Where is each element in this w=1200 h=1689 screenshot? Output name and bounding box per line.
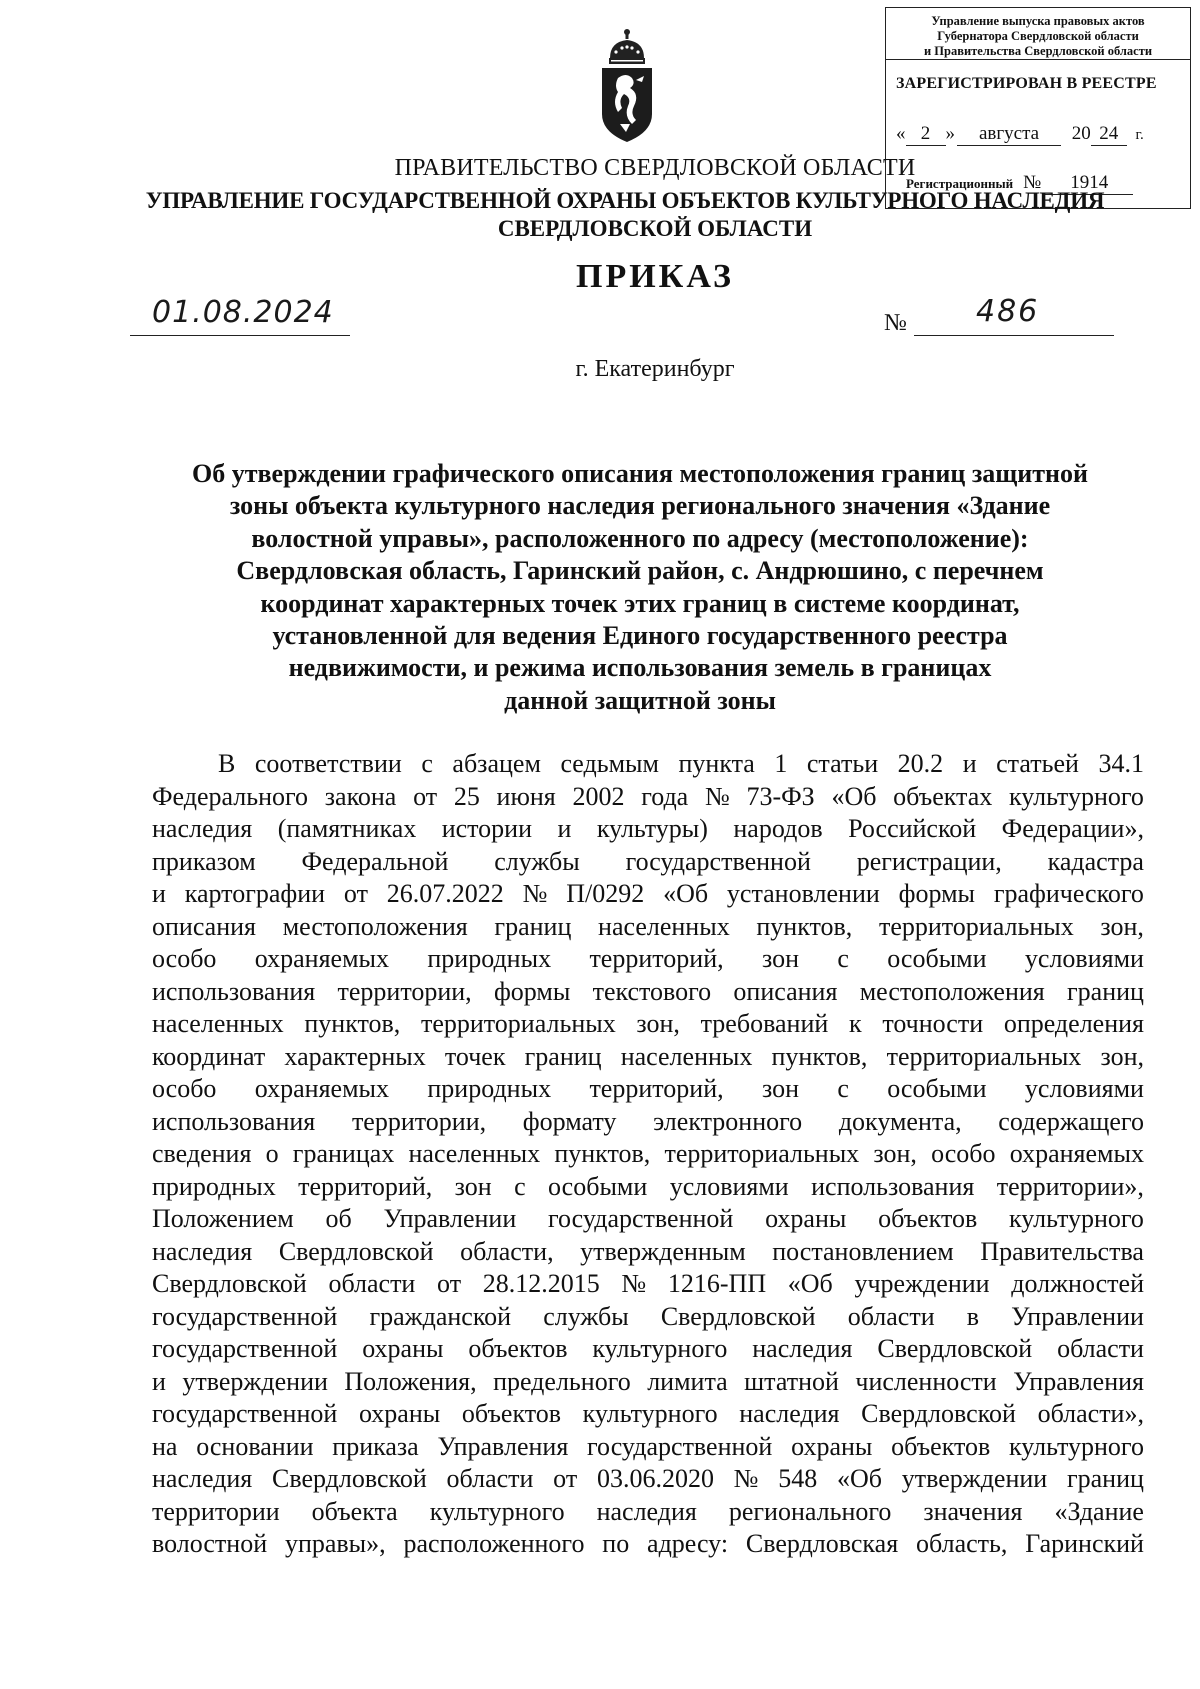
- body-word: лимита: [647, 1366, 728, 1396]
- body-word: сведения: [152, 1139, 252, 1168]
- body-word: охраны: [765, 1204, 847, 1233]
- body-word: 20.2: [897, 749, 944, 778]
- body-word: службы: [543, 1301, 629, 1331]
- body-word: по: [602, 1529, 630, 1558]
- title-line: координат характерных точек этих границ в системе координат,: [260, 588, 1020, 618]
- body-line: [152, 1073, 1144, 1106]
- body-word: государственной: [152, 1301, 338, 1331]
- title-line: Об утверждении графического описания местоположения границ защитной: [192, 459, 1088, 488]
- body-word: седьмым: [560, 749, 659, 778]
- body-word: картографии: [184, 879, 326, 908]
- body-word: Российской: [848, 814, 977, 843]
- body-word: Свердловской: [278, 1236, 434, 1266]
- body-line: [152, 1171, 1144, 1204]
- body-line: [152, 1008, 1144, 1041]
- body-word: особо: [931, 1139, 996, 1168]
- body-word: зон,: [1100, 911, 1144, 941]
- body-word: территориальных: [886, 1041, 1082, 1071]
- body-word: границ: [524, 1041, 602, 1071]
- body-word: объектов: [891, 1431, 991, 1461]
- body-word: В: [218, 749, 236, 778]
- body-word: объектов: [461, 1399, 562, 1428]
- body-word: от: [343, 879, 368, 908]
- body-word: 28.12.2015: [482, 1269, 600, 1298]
- body-word: границ: [1067, 976, 1144, 1006]
- body-word: населенных: [598, 911, 730, 941]
- body-word: Свердловской: [272, 1464, 427, 1493]
- order-date-handwritten: 01.08.2024: [130, 292, 350, 336]
- body-word: Гаринский: [1025, 1529, 1144, 1558]
- body-word: Управления: [437, 1431, 569, 1461]
- body-word: должностей: [1011, 1269, 1144, 1298]
- body-word: местоположения: [282, 911, 468, 941]
- body-word: кадастра: [1047, 846, 1144, 876]
- body-word: зон,: [636, 1009, 680, 1038]
- body-line: [152, 1268, 1144, 1301]
- body-word: №: [522, 879, 548, 908]
- body-word: закона: [324, 781, 397, 811]
- body-word: об: [325, 1204, 352, 1233]
- body-word: основании: [196, 1431, 314, 1461]
- stamp-reg-number-label: Регистрационный: [906, 176, 1014, 191]
- body-line: [152, 911, 1144, 944]
- body-word: истории: [441, 814, 532, 843]
- body-line: [152, 878, 1144, 911]
- stamp-number-sign: №: [1023, 172, 1042, 193]
- body-word: 26.07.2022: [386, 879, 504, 908]
- body-word: культурного: [1009, 1204, 1144, 1233]
- coat-of-arms-emblem: [596, 28, 658, 144]
- order-number-sign: №: [884, 310, 907, 336]
- stamp-registered-label: ЗАРЕГИСТРИРОВАН В РЕЕСТРЕ: [896, 75, 1157, 92]
- body-word: области»,: [1037, 1399, 1144, 1428]
- body-word: наследия: [152, 814, 253, 843]
- body-word: утвержденным: [580, 1236, 746, 1266]
- body-word: Свердловской: [861, 1399, 1016, 1428]
- body-word: постановлением: [772, 1236, 954, 1266]
- body-word: местоположения: [859, 976, 1045, 1006]
- body-word: наследия: [739, 1399, 840, 1428]
- body-word: охраняемых: [254, 1074, 390, 1103]
- body-word: культурного: [582, 1399, 718, 1428]
- title-line: Свердловская область, Гаринский район, с. Андрюшино, с перечнем: [236, 556, 1044, 586]
- body-word: наследия: [752, 1334, 853, 1363]
- body-word: 1: [774, 749, 788, 778]
- body-line: [152, 1398, 1144, 1431]
- body-word: населенных: [408, 1139, 541, 1168]
- stamp-registration-date: [896, 123, 1144, 146]
- body-word: условиями: [1024, 1074, 1144, 1103]
- body-word: и: [152, 879, 166, 908]
- body-line: [152, 1333, 1144, 1366]
- body-word: территории»,: [996, 1171, 1144, 1201]
- body-word: описания: [152, 911, 257, 941]
- body-word: службы: [494, 846, 580, 876]
- body-word: области: [847, 1301, 935, 1331]
- body-word: зон,: [1100, 1041, 1144, 1071]
- body-word: формату: [522, 1106, 617, 1136]
- body-word: территории,: [351, 1106, 487, 1136]
- body-word: зон,: [873, 1139, 917, 1168]
- body-word: №: [621, 1269, 647, 1298]
- body-line: [152, 813, 1144, 846]
- body-word: и: [152, 1366, 166, 1396]
- stamp-date-year-suffix: 24: [1091, 123, 1127, 146]
- body-word: объектах: [893, 781, 993, 811]
- body-line: [152, 1041, 1144, 1074]
- body-word: территориальных: [878, 911, 1074, 941]
- body-word: в: [966, 1301, 980, 1331]
- body-word: пункта: [678, 749, 755, 778]
- body-word: 2002: [572, 781, 625, 811]
- stamp-date-month: августа: [957, 123, 1061, 146]
- body-word: «Об: [831, 781, 877, 811]
- body-word: 1216-ПП: [667, 1269, 767, 1298]
- department-name-line1: УПРАВЛЕНИЕ ГОСУДАРСТВЕННОЙ ОХРАНЫ ОБЪЕКТОВ КУЛЬТУРНОГО НАСЛЕДИЯ: [145, 188, 1105, 213]
- stamp-header: [886, 8, 1190, 60]
- body-word: (памятниках: [277, 814, 417, 843]
- body-word: документа,: [838, 1106, 962, 1136]
- body-word: с: [421, 749, 433, 778]
- body-word: населенных: [620, 1041, 753, 1071]
- body-word: культурного: [1008, 781, 1144, 811]
- body-word: особо: [152, 1074, 217, 1103]
- body-word: зон: [761, 944, 800, 973]
- body-word: с: [837, 1074, 849, 1103]
- body-word: Федеральной: [301, 846, 449, 876]
- body-word: от: [413, 781, 438, 811]
- body-word: значения: [923, 1496, 1023, 1526]
- body-word: границ: [1066, 1464, 1144, 1493]
- body-word: особо: [152, 944, 217, 973]
- body-word: государственной: [152, 1399, 338, 1428]
- body-word: границ: [494, 911, 572, 941]
- body-word: описания: [733, 976, 838, 1006]
- stamp-reg-number: 1914: [1045, 172, 1133, 195]
- body-word: Положения,: [344, 1366, 477, 1396]
- body-word: территории,: [337, 976, 472, 1006]
- body-word: территории: [152, 1496, 280, 1526]
- body-line: [152, 1203, 1144, 1236]
- stamp-date-close-quote: »: [945, 123, 955, 144]
- body-word: пунктов,: [304, 1009, 401, 1038]
- body-word: охраны: [358, 1399, 441, 1428]
- stamp-date-open-quote: «: [896, 123, 906, 144]
- body-line: [152, 748, 1144, 781]
- body-paragraph: [152, 748, 1144, 1561]
- body-word: Управлении: [383, 1204, 517, 1233]
- body-word: от: [553, 1464, 578, 1493]
- body-word: текстового: [592, 976, 712, 1006]
- body-word: особыми: [887, 944, 987, 973]
- body-word: наследия: [596, 1496, 697, 1526]
- body-word: государственной: [152, 1334, 338, 1363]
- body-word: объектов: [468, 1334, 568, 1363]
- body-word: приказа: [332, 1431, 419, 1461]
- body-word: объекта: [311, 1496, 398, 1526]
- body-word: охраняемых: [254, 944, 390, 973]
- body-word: «Об: [787, 1269, 833, 1298]
- body-word: абзацем: [452, 749, 541, 778]
- body-word: использования: [152, 976, 316, 1006]
- body-word: штатной: [744, 1366, 839, 1396]
- body-line: [152, 846, 1144, 879]
- body-word: Федерации»,: [1001, 814, 1144, 843]
- body-word: области: [1057, 1334, 1144, 1363]
- body-word: территориальных: [420, 1009, 616, 1038]
- city-name: г. Екатеринбург: [575, 356, 735, 382]
- body-word: государственной: [548, 1204, 734, 1233]
- body-word: соответствии: [254, 749, 402, 778]
- body-word: природных: [152, 1171, 276, 1201]
- body-word: установлении: [726, 879, 880, 908]
- body-word: требований: [700, 1009, 829, 1038]
- body-word: народов: [733, 814, 823, 843]
- body-line: [152, 1463, 1144, 1496]
- order-number-handwritten: 486: [914, 290, 1114, 336]
- stamp-header-line: Губернатора Свердловской области: [937, 29, 1139, 43]
- title-line: волостной управы», расположенного по адресу (местоположение):: [251, 523, 1029, 553]
- body-word: «Об: [836, 1464, 882, 1493]
- body-word: расположенного: [403, 1529, 585, 1558]
- body-word: гражданской: [369, 1301, 512, 1331]
- body-word: охраняемых: [1009, 1139, 1144, 1168]
- body-word: территорий,: [298, 1171, 433, 1201]
- stamp-header-line: Управление выпуска правовых актов: [931, 14, 1145, 28]
- body-word: к: [848, 1009, 862, 1038]
- body-line: [152, 1236, 1144, 1269]
- stamp-date-year-unit: г.: [1135, 127, 1144, 143]
- body-word: приказом: [152, 846, 256, 876]
- government-name: ПРАВИТЕЛЬСТВО СВЕРДЛОВСКОЙ ОБЛАСТИ: [394, 155, 916, 181]
- body-word: территорий,: [589, 1074, 724, 1103]
- body-word: особыми: [548, 1171, 648, 1201]
- body-word: формы: [898, 879, 975, 908]
- body-word: культурного: [592, 1334, 728, 1363]
- body-line: [152, 1528, 1144, 1561]
- body-word: зон: [454, 1171, 492, 1201]
- body-word: утверждении: [901, 1464, 1048, 1493]
- body-line: [152, 1366, 1144, 1399]
- body-word: культурного: [429, 1496, 565, 1526]
- body-word: Свердловская: [745, 1529, 899, 1558]
- body-word: условиями: [669, 1171, 789, 1201]
- body-word: регистрации,: [856, 846, 1002, 876]
- body-line: [152, 1301, 1144, 1334]
- document-type-title: ПРИКАЗ: [576, 258, 734, 295]
- body-word: года: [641, 781, 689, 811]
- title-line: зоны объекта культурного наследия регионального значения «Здание: [229, 491, 1051, 521]
- document-subject-title: [140, 458, 1140, 717]
- body-word: области: [328, 1269, 416, 1298]
- body-word: природных: [427, 944, 552, 973]
- department-name-line2: СВЕРДЛОВСКОЙ ОБЛАСТИ: [497, 216, 813, 241]
- body-word: границах: [292, 1139, 395, 1168]
- body-word: населенных: [152, 1009, 284, 1038]
- body-word: культурного: [1009, 1431, 1144, 1461]
- body-line: [152, 1106, 1144, 1139]
- body-word: пунктов,: [554, 1139, 651, 1168]
- body-word: о: [265, 1139, 279, 1168]
- body-word: №: [733, 1464, 759, 1493]
- body-word: наследия: [152, 1236, 253, 1266]
- body-word: статьи: [806, 749, 879, 778]
- body-line: [152, 943, 1144, 976]
- stamp-date-day: 2: [906, 123, 946, 146]
- body-line: [152, 1431, 1144, 1464]
- body-word: на: [152, 1431, 178, 1461]
- body-word: пунктов,: [756, 911, 853, 941]
- body-word: точности: [882, 1009, 984, 1038]
- body-word: пунктов,: [771, 1041, 868, 1071]
- title-line: недвижимости, и режима использования земель в границах: [288, 653, 992, 683]
- body-word: государственной: [587, 1431, 773, 1461]
- title-line: установленной для ведения Единого государственного реестра: [272, 621, 1008, 651]
- body-word: область,: [916, 1529, 1008, 1558]
- body-word: утверждении: [182, 1366, 328, 1396]
- body-word: волостной: [152, 1529, 268, 1558]
- body-word: Свердловской: [660, 1301, 816, 1331]
- body-word: 548: [778, 1464, 818, 1493]
- body-word: использования: [811, 1171, 975, 1201]
- body-line: [152, 781, 1144, 814]
- stamp-date-year-prefix: 20: [1071, 123, 1091, 144]
- body-word: электронного: [653, 1106, 803, 1136]
- body-word: определения: [1003, 1009, 1144, 1038]
- body-word: 73-ФЗ: [746, 781, 815, 811]
- body-line: [152, 976, 1144, 1009]
- body-word: учреждении: [854, 1269, 990, 1298]
- stamp-header-line: и Правительства Свердловской области: [923, 44, 1153, 58]
- body-word: и: [557, 814, 572, 843]
- body-word: 25: [453, 781, 480, 811]
- body-word: объектов: [878, 1204, 978, 1233]
- body-line: [152, 1138, 1144, 1171]
- title-line: данной защитной зоны: [504, 685, 776, 715]
- body-word: «Здание: [1054, 1496, 1144, 1526]
- body-word: Положением: [152, 1204, 294, 1233]
- body-word: охраны: [791, 1431, 873, 1461]
- body-word: Свердловской: [152, 1269, 307, 1298]
- body-word: Управления: [1013, 1366, 1144, 1396]
- body-word: от: [437, 1269, 462, 1298]
- body-word: зон: [761, 1074, 800, 1103]
- body-word: территориальных: [664, 1139, 860, 1168]
- body-line: [152, 1496, 1144, 1529]
- body-word: П/0292: [566, 879, 645, 908]
- body-word: «Об: [663, 879, 709, 908]
- body-word: Управлении: [1011, 1301, 1144, 1331]
- body-word: графического: [993, 879, 1144, 908]
- body-word: статьей: [996, 749, 1079, 778]
- body-word: и: [962, 749, 977, 778]
- body-word: особыми: [887, 1074, 987, 1103]
- body-word: условиями: [1024, 944, 1144, 973]
- body-word: охраны: [362, 1334, 444, 1363]
- body-word: наследия: [152, 1464, 253, 1493]
- body-word: Федерального: [152, 781, 309, 811]
- body-word: с: [837, 944, 849, 973]
- body-word: регионального: [728, 1496, 892, 1526]
- body-word: культуры): [596, 814, 708, 843]
- body-word: области,: [460, 1236, 554, 1266]
- body-word: области: [446, 1464, 534, 1493]
- body-word: с: [514, 1171, 526, 1201]
- body-word: предельного: [493, 1366, 631, 1396]
- body-word: численности: [855, 1366, 997, 1396]
- body-word: управы»,: [284, 1529, 386, 1558]
- body-word: 03.06.2020: [596, 1464, 714, 1493]
- body-word: природных: [427, 1074, 552, 1103]
- body-word: июня: [496, 781, 556, 811]
- body-word: Правительства: [980, 1236, 1144, 1266]
- body-word: №: [704, 781, 730, 811]
- body-word: государственной: [625, 846, 811, 876]
- body-word: Свердловской: [877, 1334, 1033, 1363]
- body-word: адресу:: [647, 1529, 729, 1558]
- body-word: содержащего: [998, 1106, 1144, 1136]
- body-word: территорий,: [589, 944, 724, 973]
- body-word: 34.1: [1098, 749, 1144, 778]
- body-word: характерных: [284, 1041, 426, 1071]
- body-word: координат: [152, 1041, 266, 1071]
- body-word: формы: [493, 976, 571, 1006]
- body-word: точек: [444, 1041, 506, 1071]
- body-word: использования: [152, 1106, 316, 1136]
